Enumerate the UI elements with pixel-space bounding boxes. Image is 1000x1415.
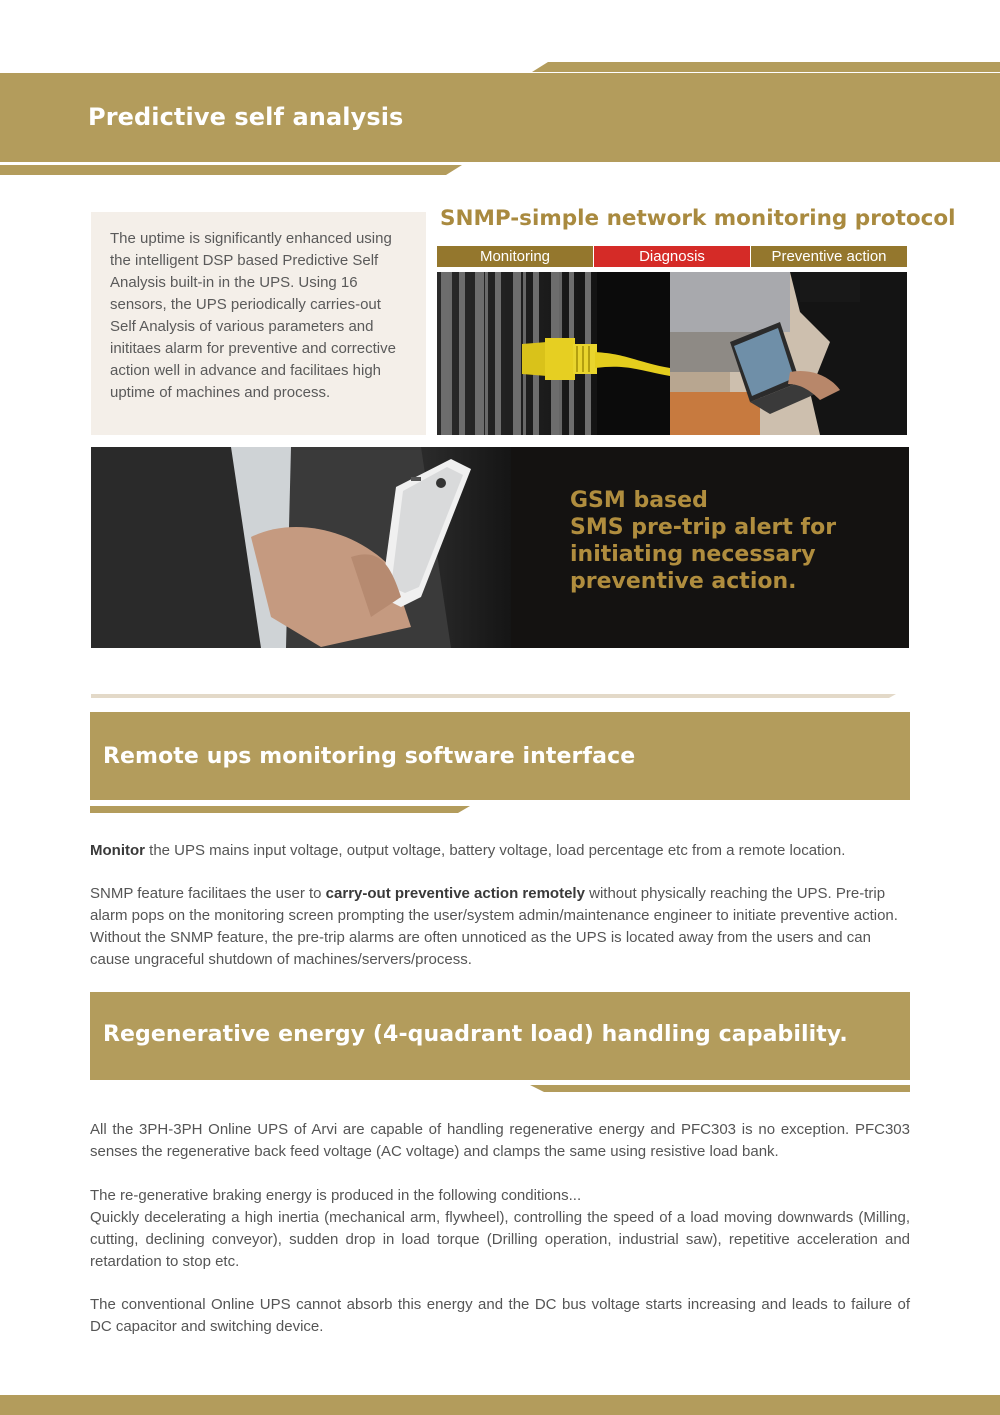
regen-banner — [90, 992, 910, 1080]
tab-preventive-action: Preventive action — [751, 246, 907, 267]
regen-accent — [530, 1085, 910, 1092]
remote-p1-rest: the UPS mains input voltage, output voltage, battery voltage, load percentage etc from a remote location. — [144, 842, 846, 859]
remote-banner — [90, 712, 910, 800]
regen-title: Regenerative energy (4-quadrant load) handling capability. — [103, 1022, 848, 1047]
remote-p2-rest: without physically reaching the UPS. Pre-trip alarm pops on the monitoring screen prompting the user/system admin/maintenance engineer to initiate preventive action. Without the SNMP feature, the pre-trip alarms are often unnoticed as the UPS is located away from the users and can cause ungraceful shutdown of machines/servers/process. — [90, 885, 898, 968]
regen-paragraph-1: All the 3PH-3PH Online UPS of Arvi are capable of handling regenerative energy and PFC303 is no exception. PFC303 senses the regenerative back feed voltage (AC voltage) and clamps the same using resistive load bank. — [90, 1121, 910, 1160]
header-accent-top — [0, 62, 1000, 72]
gsm-line-2: SMS pre-trip alert for — [570, 515, 837, 540]
remote-paragraph-1 — [90, 840, 910, 862]
remote-p2-bold: carry-out preventive action remotely — [325, 885, 585, 902]
gsm-line-3: initiating necessary — [570, 542, 816, 567]
regen-paragraph-2a: The re-generative braking energy is produced in the following conditions... — [90, 1187, 582, 1204]
tab-monitoring: Monitoring — [437, 246, 593, 267]
technician-laptop-photo — [670, 272, 907, 435]
remote-p2-start: SNMP feature facilitaes the user to — [90, 885, 326, 902]
footer-band — [0, 1395, 1000, 1415]
remote-accent — [90, 806, 470, 813]
tab-diagnosis: Diagnosis — [594, 246, 750, 267]
section-divider — [91, 694, 896, 698]
phone-hand-photo — [91, 447, 511, 648]
remote-paragraph-2 — [90, 883, 910, 971]
page-title: Predictive self analysis — [88, 103, 404, 131]
snmp-title: SNMP-simple network monitoring protocol — [440, 206, 956, 231]
header-banner — [0, 73, 1000, 162]
server-cable-photo — [437, 272, 670, 435]
gsm-text — [570, 487, 836, 595]
remote-p1-bold: Monitor — [90, 842, 145, 859]
regen-paragraph-3: The conventional Online UPS cannot absorb this energy and the DC bus voltage starts increasing and leads to failure of DC capacitor and switching device. — [90, 1296, 910, 1335]
remote-title: Remote ups monitoring software interface — [103, 744, 636, 769]
intro-box — [91, 212, 426, 435]
regen-paragraph-2b: Quickly decelerating a high inertia (mechanical arm, flywheel), controlling the speed of a load moving downwards (Milling, cutting, declining conveyor), sudden drop in load torque (Drilling operation, industrial saw), repetitive acceleration and retardation to stop etc. — [90, 1209, 910, 1270]
gsm-line-4: preventive action. — [570, 569, 797, 594]
gsm-banner — [91, 447, 909, 648]
intro-text: The uptime is significantly enhanced using the intelligent DSP based Predictive Self Analysis built-in in the UPS. Using 16 sensors, the UPS periodically carries-out Self Analysis of various parameters and inititaes alarm for preventive and corrective action well in advance and facilitaes high uptime of machines and process. — [110, 230, 396, 401]
gsm-line-1: GSM based — [570, 488, 708, 513]
header-accent-bottom — [0, 165, 470, 175]
